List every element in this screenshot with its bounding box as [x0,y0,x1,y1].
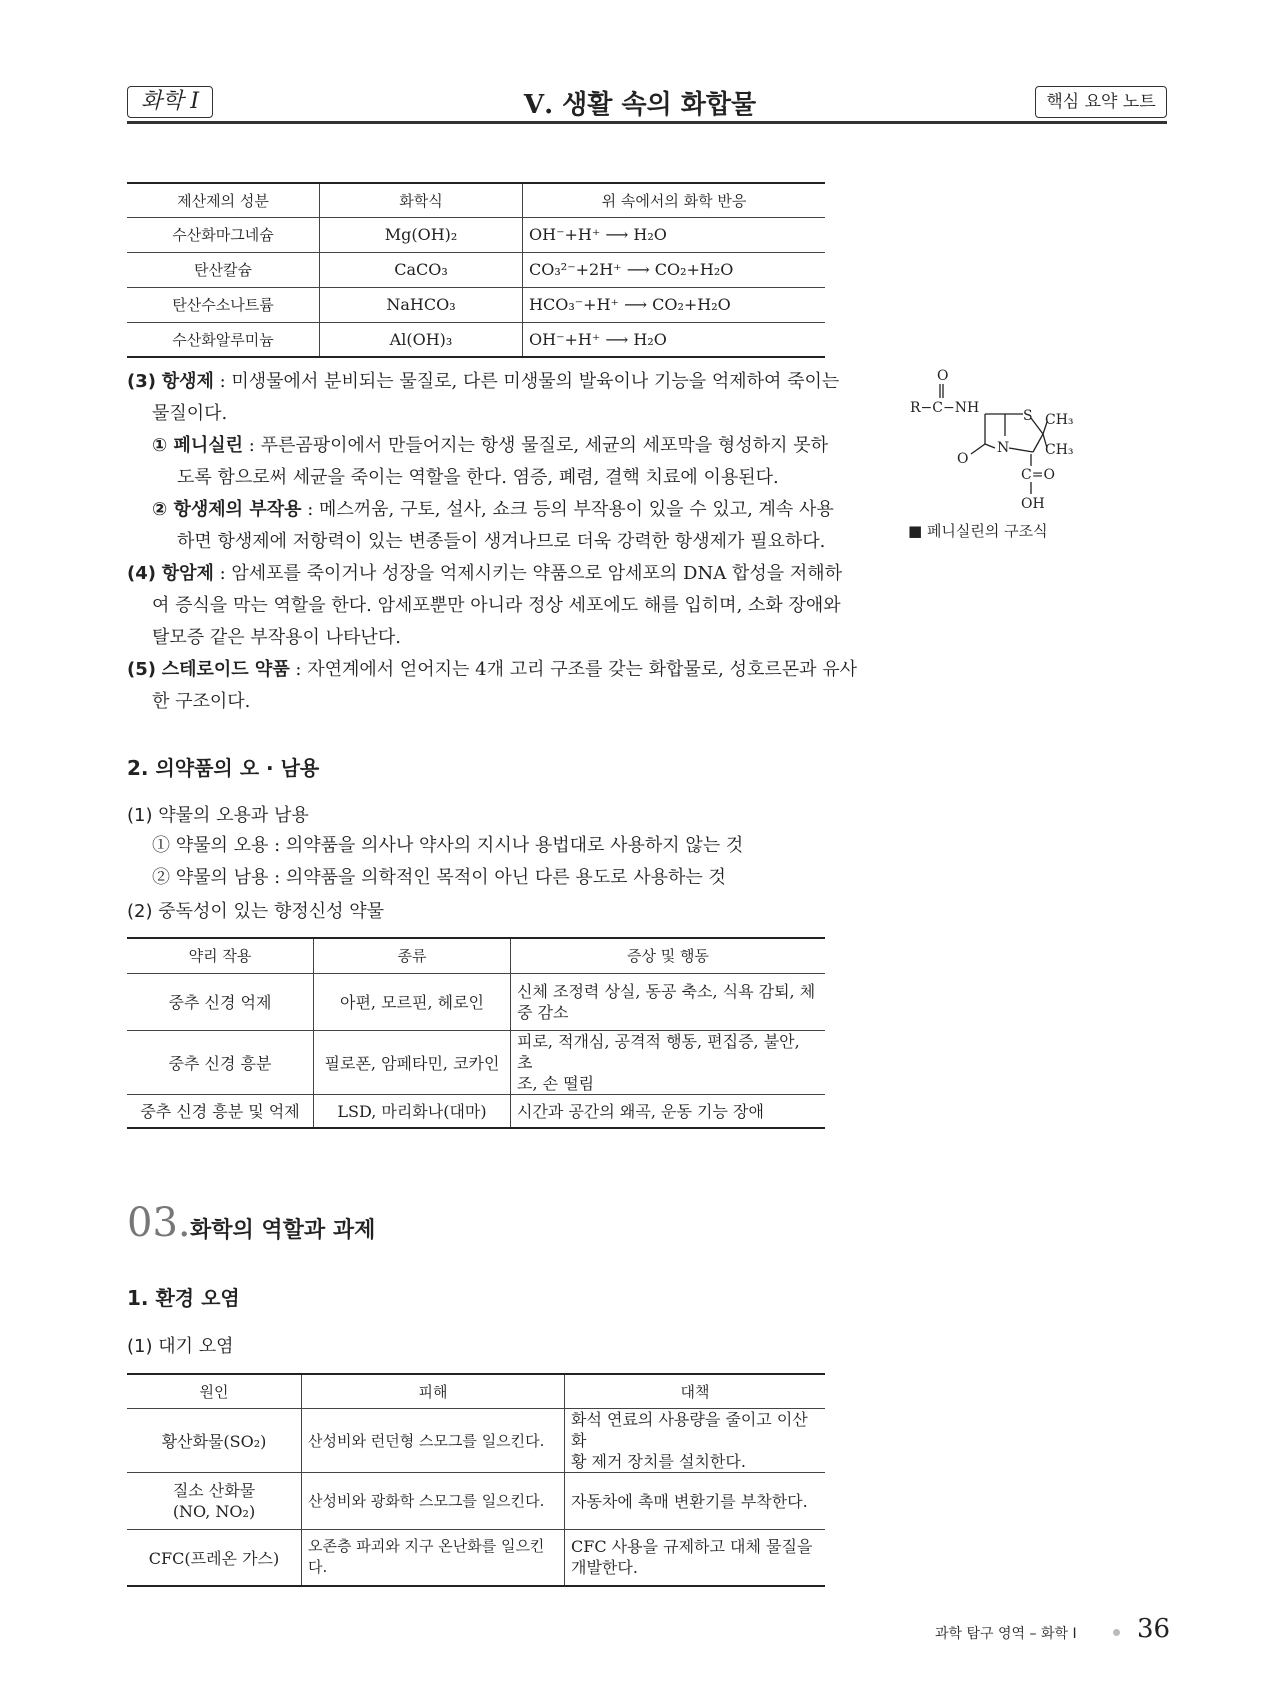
item-text: : 자연계에서 얻어지는 4개 고리 구조를 갖는 화합물로, 성호르몬과 유사 [289,659,858,680]
table-cell: 산성비와 광화학 스모그를 일으킨다. [302,1472,565,1529]
table-row [127,287,825,322]
table-row [127,1472,825,1529]
table-cell: Al(OH)₃ [320,322,523,357]
atom-label: O [937,368,949,384]
table-cell: 산성비와 런던형 스모그를 일으킨다. [302,1408,565,1472]
table-cell: 수산화알루미늄 [127,322,320,357]
table-header: 대책 [565,1374,826,1408]
psychoactive-drug-table [127,937,825,1129]
item-text: 여 증식을 막는 역할을 한다. 암세포뿐만 아니라 정상 세포에도 해를 입히며, 소화 장애와 [152,595,841,616]
table-header: 위 속에서의 화학 반응 [523,183,826,217]
table-cell: 시간과 공간의 왜곡, 운동 기능 장애 [511,1094,826,1128]
table-cell: OH⁻+H⁺ ⟶ H₂O [523,217,826,252]
table-cell: 화석 연료의 사용량을 줄이고 이산화 황 제거 장치를 설치한다. [565,1408,826,1472]
table-cell: HCO₃⁻+H⁺ ⟶ CO₂+H₂O [523,287,826,322]
subitem-side-effects [152,494,834,526]
table-cell: 필로폰, 암페타민, 코카인 [314,1030,511,1094]
table-row [127,322,825,357]
table-cell: 수산화마그네슘 [127,217,320,252]
summary-note-badge: 핵심 요약 노트 [1035,86,1167,118]
table-cell: CO₃²⁻+2H⁺ ⟶ CO₂+H₂O [523,252,826,287]
item-number: (4) [127,563,156,584]
atom-label: OH [1021,496,1045,512]
footer-dot [1113,1629,1120,1636]
section-heading: 2. 의약품의 오 · 남용 [127,756,320,780]
table-cell: CFC(프레온 가스) [127,1529,302,1586]
figure-caption: ■ 페니실린의 구조식 [908,522,1048,540]
table-cell: NaHCO₃ [320,287,523,322]
table-row [127,1408,825,1472]
table-cell: CFC 사용을 규제하고 대체 물질을 개발한다. [565,1529,826,1586]
subitem-text: : 메스꺼움, 구토, 설사, 쇼크 등의 부작용이 있을 수 있고, 계속 사용 [301,499,834,520]
subject-badge: 화학 Ⅰ [127,86,213,118]
table-cell: 자동차에 촉매 변환기를 부착한다. [565,1472,826,1529]
page-number: 36 [1137,1614,1171,1644]
subsection-heading: (2) 중독성이 있는 향정신성 약물 [127,901,385,922]
page-title: Ⅴ. 생활 속의 화합물 [523,90,757,120]
subsection-heading: (1) 대기 오염 [127,1336,234,1357]
table-cell: LSD, 마리화나(대마) [314,1094,511,1128]
subitem-text: 하면 항생제에 저항력이 있는 변종들이 생겨나므로 더욱 강력한 항생제가 필요하다. [177,531,826,552]
table-header: 화학식 [320,183,523,217]
table-cell: 신체 조정력 상실, 동공 축소, 식욕 감퇴, 체 중 감소 [511,973,826,1030]
item-text: : 미생물에서 분비되는 물질로, 다른 미생물의 발육이나 기능을 억제하여 죽이는 [213,371,840,392]
atom-label: S [1023,408,1033,424]
table-cell: 아편, 모르핀, 헤로인 [314,973,511,1030]
item-antibiotic [127,366,839,398]
table-cell: 오존층 파괴와 지구 온난화를 일으킨 다. [302,1529,565,1586]
footer-text: 과학 탐구 영역 – 화학 Ⅰ [935,1626,1077,1642]
table-row [127,252,825,287]
table-header: 종류 [314,938,511,973]
atom-label: C=O [1021,467,1055,483]
table-cell: 황산화물(SO₂) [127,1408,302,1472]
table-header: 약리 작용 [127,938,314,973]
item-text: 탈모증 같은 부작용이 나타난다. [152,627,401,648]
penicillin-structure-diagram [905,362,1105,512]
table-cell: 탄산수소나트륨 [127,287,320,322]
table-row [127,1030,825,1094]
table-cell: CaCO₃ [320,252,523,287]
item-number: (3) [127,371,156,392]
table-cell: 질소 산화물 (NO, NO₂) [127,1472,302,1529]
item-term: 항암제 [161,563,214,584]
atom-label: CH₃ [1045,412,1074,428]
table-row [127,973,825,1030]
table-row [127,1529,825,1586]
subsection-heading: (1) 약물의 오용과 남용 [127,805,309,826]
list-item: ① 약물의 오용 : 의약품을 의사나 약사의 지시나 용법대로 사용하지 않는 것 [152,835,744,856]
atom-label: CH₃ [1045,442,1074,458]
atom-label: N [997,440,1010,456]
subitem-penicillin [152,430,828,462]
table-cell: OH⁻+H⁺ ⟶ H₂O [523,322,826,357]
table-row [127,1094,825,1128]
table-row [127,217,825,252]
subitem-text: 도록 함으로써 세균을 죽이는 역할을 한다. 염증, 폐렴, 결핵 치료에 이용된다. [177,467,779,488]
subitem-term: ② 항생제의 부작용 [152,499,302,520]
table-header: 제산제의 성분 [127,183,320,217]
item-anticancer [127,558,842,590]
item-term: 스테로이드 약품 [161,659,290,680]
antacid-table [127,182,825,358]
list-item: ② 약물의 남용 : 의약품을 의학적인 목적이 아닌 다른 용도로 사용하는 것 [152,867,726,888]
item-text: 한 구조이다. [152,691,251,712]
table-header: 피해 [302,1374,565,1408]
table-cell: Mg(OH)₂ [320,217,523,252]
table-cell: 중추 신경 흥분 [127,1030,314,1094]
table-cell: 탄산칼슘 [127,252,320,287]
table-cell: 중추 신경 흥분 및 억제 [127,1094,314,1128]
item-steroid [127,654,857,686]
section-title: 화학의 역할과 과제 [190,1218,376,1243]
item-text: : 암세포를 죽이거나 성장을 억제시키는 약품으로 암세포의 DNA 합성을 저해하 [213,563,842,584]
item-number: (5) [127,659,156,680]
table-cell: 피로, 적개심, 공격적 행동, 편집증, 불안, 초 조, 손 떨림 [511,1030,826,1094]
section-number: 03. [127,1200,191,1246]
table-cell: 중추 신경 억제 [127,973,314,1030]
atom-label: R−C−NH [910,400,980,416]
item-text: 물질이다. [152,403,228,424]
table-header: 증상 및 행동 [511,938,826,973]
section-heading: 1. 환경 오염 [127,1286,240,1310]
air-pollution-table [127,1373,825,1587]
item-term: 항생제 [161,371,214,392]
atom-label: O [957,451,969,467]
subitem-term: ① 페니실린 [152,435,244,456]
subitem-text: : 푸른곰팡이에서 만들어지는 항생 물질로, 세균의 세포막을 형성하지 못하 [243,435,828,456]
table-header: 원인 [127,1374,302,1408]
header-rule [127,121,1167,124]
